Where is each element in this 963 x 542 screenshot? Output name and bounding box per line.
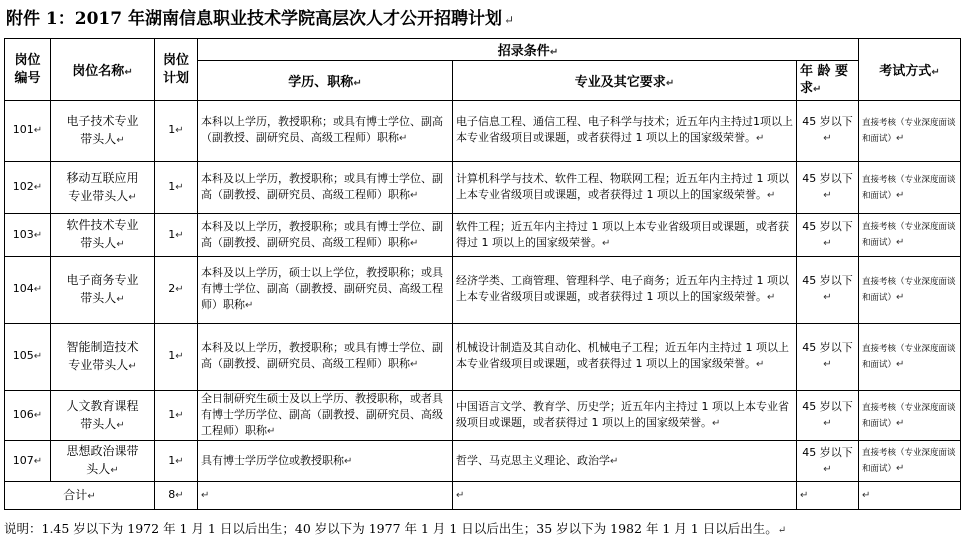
post-name-cell: 移动互联应用 专业带头人↵ bbox=[51, 161, 155, 214]
age-cell: 45 岁以下↵ bbox=[797, 161, 859, 214]
education-cell: 本科及以上学历，教授职称；或具有博士学位、副高（副教授、副研究员、高级工程师）职称↵ bbox=[198, 323, 453, 390]
page-title bbox=[6, 6, 514, 32]
exam-cell: 直接考核（专业深度面谈和面试）↵ bbox=[859, 390, 961, 441]
post-name-cell: 软件技术专业 带头人↵ bbox=[51, 214, 155, 257]
post-name-cell: 电子技术专业 带头人↵ bbox=[51, 101, 155, 162]
age-cell: 45 岁以下↵ bbox=[797, 214, 859, 257]
post-code-cell: 101↵ bbox=[5, 101, 51, 162]
major-cell: 电子信息工程、通信工程、电子科学与技术；近五年内主持过1项以上本专业省级项目或课题，或者获得过 1 项以上的国家级荣誉。↵ bbox=[453, 101, 797, 162]
header-row-1 bbox=[5, 39, 961, 61]
total-label: 合计↵ bbox=[5, 482, 155, 510]
post-name-cell: 人文教育课程 带头人↵ bbox=[51, 390, 155, 441]
post-name-cell: 思想政治课带 头人↵ bbox=[51, 441, 155, 482]
header-education: 学历、职称↵ bbox=[198, 61, 453, 101]
table-row bbox=[5, 441, 961, 482]
total-empty-cell: ↵ bbox=[198, 482, 453, 510]
total-empty-cell: ↵ bbox=[797, 482, 859, 510]
age-cell: 45 岁以下↵ bbox=[797, 441, 859, 482]
education-cell: 具有博士学历学位或教授职称↵ bbox=[198, 441, 453, 482]
age-cell: 45 岁以下↵ bbox=[797, 323, 859, 390]
post-plan-cell: 2↵ bbox=[155, 257, 198, 324]
major-cell: 机械设计制造及其自动化、机械电子工程；近五年内主持过 1 项以上本专业省级项目或课题，或者获得过 1 项以上的国家级荣誉。↵ bbox=[453, 323, 797, 390]
age-cell: 45 岁以下↵ bbox=[797, 390, 859, 441]
header-exam: 考试方式↵ bbox=[859, 39, 961, 101]
table-body bbox=[5, 101, 961, 482]
post-code-cell: 103↵ bbox=[5, 214, 51, 257]
post-code-cell: 104↵ bbox=[5, 257, 51, 324]
post-plan-cell: 1↵ bbox=[155, 214, 198, 257]
major-cell: 计算机科学与技术、软件工程、物联网工程；近五年内主持过 1 项以上本专业省级项目或课题，或者获得过 1 项以上的国家级荣誉。↵ bbox=[453, 161, 797, 214]
total-empty-cell: ↵ bbox=[453, 482, 797, 510]
title-text: 附件 1：2017 年湖南信息职业技术学院高层次人才公开招聘计划 bbox=[6, 9, 502, 29]
table-row bbox=[5, 161, 961, 214]
post-code-cell: 105↵ bbox=[5, 323, 51, 390]
post-plan-cell: 1↵ bbox=[155, 323, 198, 390]
post-plan-cell: 1↵ bbox=[155, 101, 198, 162]
education-cell: 本科及以上学历，教授职称；或具有博士学位、副高（副教授、副研究员、高级工程师）职称↵ bbox=[198, 161, 453, 214]
post-code-cell: 107↵ bbox=[5, 441, 51, 482]
major-cell: 软件工程；近五年内主持过 1 项以上本专业省级项目或课题，或者获得过 1 项以上的国家级荣誉。↵ bbox=[453, 214, 797, 257]
total-empty-cell: ↵ bbox=[859, 482, 961, 510]
post-name-cell: 智能制造技术 专业带头人↵ bbox=[51, 323, 155, 390]
header-age: 年 龄 要 求↵ bbox=[797, 61, 859, 101]
footnote: 说明：1.45 岁以下为 1972 年 1 月 1 日以后出生；40 岁以下为 1977 年 1 月 1 日以后出生；35 岁以下为 1982 年 1 月 1 日以后出生。↵ bbox=[4, 521, 787, 536]
education-cell: 本科及以上学历，硕士以上学位，教授职称；或具有博士学位、副高（副教授、副研究员、高级工程师）职称↵ bbox=[198, 257, 453, 324]
header-conditions: 招录条件↵ bbox=[198, 39, 859, 61]
exam-cell: 直接考核（专业深度面谈和面试）↵ bbox=[859, 323, 961, 390]
age-cell: 45 岁以下↵ bbox=[797, 101, 859, 162]
education-cell: 本科及以上学历，教授职称；或具有博士学位、副高（副教授、副研究员、高级工程师）职称↵ bbox=[198, 214, 453, 257]
exam-cell: 直接考核（专业深度面谈和面试）↵ bbox=[859, 101, 961, 162]
header-major: 专业及其它要求↵ bbox=[453, 61, 797, 101]
header-post-name: 岗位名称↵ bbox=[51, 39, 155, 101]
major-cell: 经济学类、工商管理、管理科学、电子商务；近五年内主持过 1 项以上本专业省级项目或课题，或者获得过 1 项以上的国家级荣誉。↵ bbox=[453, 257, 797, 324]
exam-cell: 直接考核（专业深度面谈和面试）↵ bbox=[859, 441, 961, 482]
education-cell: 本科以上学历，教授职称；或具有博士学位、副高（副教授、副研究员、高级工程师）职称↵ bbox=[198, 101, 453, 162]
total-row bbox=[5, 482, 961, 510]
table-row bbox=[5, 257, 961, 324]
exam-cell: 直接考核（专业深度面谈和面试）↵ bbox=[859, 257, 961, 324]
post-plan-cell: 1↵ bbox=[155, 161, 198, 214]
exam-cell: 直接考核（专业深度面谈和面试）↵ bbox=[859, 161, 961, 214]
table-row bbox=[5, 323, 961, 390]
table-row bbox=[5, 214, 961, 257]
header-post-code: 岗位 编号 bbox=[5, 39, 51, 101]
exam-cell: 直接考核（专业深度面谈和面试）↵ bbox=[859, 214, 961, 257]
total-value: 8↵ bbox=[155, 482, 198, 510]
major-cell: 中国语言文学、教育学、历史学；近五年内主持过 1 项以上本专业省级项目或课题，或者获得过 1 项以上的国家级荣誉。↵ bbox=[453, 390, 797, 441]
table-row bbox=[5, 101, 961, 162]
header-post-plan: 岗位 计划 bbox=[155, 39, 198, 101]
post-plan-cell: 1↵ bbox=[155, 390, 198, 441]
major-cell: 哲学、马克思主义理论、政治学↵ bbox=[453, 441, 797, 482]
education-cell: 全日制研究生硕士及以上学历、教授职称，或者具有博士学历学位、副高（副教授、副研究员、高级工程师）职称↵ bbox=[198, 390, 453, 441]
post-plan-cell: 1↵ bbox=[155, 441, 198, 482]
table-row bbox=[5, 390, 961, 441]
paragraph-mark-icon: ↵ bbox=[503, 13, 515, 27]
post-code-cell: 102↵ bbox=[5, 161, 51, 214]
post-name-cell: 电子商务专业 带头人↵ bbox=[51, 257, 155, 324]
age-cell: 45 岁以下↵ bbox=[797, 257, 859, 324]
post-code-cell: 106↵ bbox=[5, 390, 51, 441]
recruitment-table bbox=[4, 38, 961, 510]
